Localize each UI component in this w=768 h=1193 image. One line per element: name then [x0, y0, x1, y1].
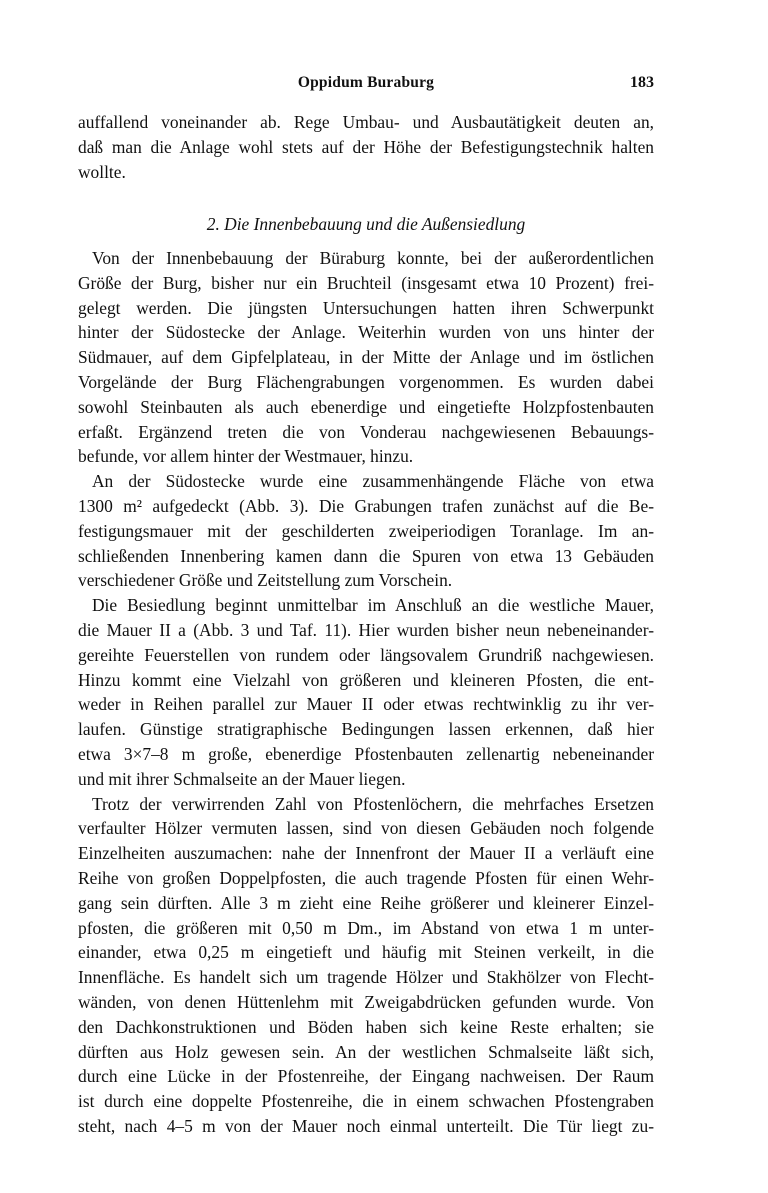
paragraph — [78, 593, 654, 791]
text-line: Von der Innenbebauung der Büraburg konnte, bei der außerordentlichen — [92, 248, 654, 268]
text-line: Reihe von großen Doppelpfosten, die auch tragende Pfosten für einen Wehr- — [78, 867, 654, 888]
page-number: 183 — [630, 74, 654, 91]
text-line: ist durch eine doppelte Pfostenreihe, die in einem schwachen Pfostengraben — [78, 1091, 654, 1112]
text-line: Hinzu kommt eine Vielzahl von größeren und kleineren Pfosten, die ent- — [78, 669, 654, 690]
paragraph — [78, 792, 654, 1139]
text-line: die Mauer II a (Abb. 3 und Taf. 11). Hier wurden bisher neun nebeneinander- — [78, 619, 654, 640]
text-line: pfosten, die größeren mit 0,50 m Dm., im Abstand von etwa 1 m unter- — [78, 917, 654, 938]
text-line: einander, etwa 0,25 m eingetieft und häufig mit Steinen verkeilt, in die — [78, 942, 654, 963]
text-line: steht, nach 4–5 m von der Mauer noch einmal unterteilt. Die Tür liegt zu- — [78, 1115, 654, 1136]
text-line: hinter der Südostecke der Anlage. Weiterhin wurden von uns hinter der — [78, 322, 654, 343]
text-line: weder in Reihen parallel zur Mauer II oder etwas rechtwinklig zu ihr ver- — [78, 694, 654, 715]
text-line: dürften aus Holz gewesen sein. An der westlichen Schmalseite läßt sich, — [78, 1041, 654, 1062]
text-line: Einzelheiten auszumachen: nahe der Innenfront der Mauer II a verläuft eine — [78, 843, 654, 864]
text-line: Vorgelände der Burg Flächengrabungen vorgenommen. Es wurden dabei — [78, 371, 654, 392]
paragraph — [78, 246, 654, 469]
text-line: sowohl Steinbauten als auch ebenerdige und eingetiefte Holzpfostenbauten — [78, 396, 654, 417]
text-line: etwa 3×7–8 m große, ebenerdige Pfostenbauten zellenartig nebeneinander — [78, 743, 654, 764]
paragraph — [78, 469, 654, 593]
text-line: den Dachkonstruktionen und Böden haben sich keine Reste erhalten; sie — [78, 1016, 654, 1037]
text-line: gelegt werden. Die jüngsten Untersuchungen hatten ihren Schwerpunkt — [78, 297, 654, 318]
text-line: An der Südostecke wurde eine zusammenhängende Fläche von etwa — [92, 471, 654, 492]
text-line: schließenden Innenbering kamen dann die Spuren von etwa 13 Gebäuden — [78, 545, 654, 566]
text-line: laufen. Günstige stratigraphische Bedingungen lassen erkennen, daß hier — [78, 719, 654, 740]
text-line: gang sein dürften. Alle 3 m zieht eine Reihe größerer und kleinerer Einzel- — [78, 892, 654, 913]
running-title: Oppidum Buraburg — [297, 74, 435, 91]
text-line: Trotz der verwirrenden Zahl von Pfostenlöchern, die mehrfaches Ersetzen — [92, 793, 654, 814]
text-line: Innenfläche. Es handelt sich um tragende Hölzer und Stakhölzer von Flecht- — [78, 967, 654, 988]
text-line: Südmauer, auf dem Gipfelplateau, in der Mitte der Anlage und im östlichen — [78, 347, 654, 368]
text-line: wollte. — [78, 161, 126, 182]
text-line: erfaßt. Ergänzend treten die von Vonderau nachgewiesenen Bebauungs- — [78, 421, 654, 442]
body-text — [78, 246, 654, 1139]
text-line: gereihte Feuerstellen von rundem oder längsovalem Grundriß nachgewiesen. — [78, 644, 654, 665]
text-line: 1300 m² aufgedeckt (Abb. 3). Die Grabungen trafen zunächst auf die Be- — [78, 495, 654, 516]
text-line: daß man die Anlage wohl stets auf der Höhe der Befestigungstechnik halten — [78, 136, 654, 157]
text-line: durch eine Lücke in der Pfostenreihe, der Eingang nachweisen. Der Raum — [78, 1066, 654, 1087]
text-line: verschiedener Größe und Zeitstellung zum Vorschein. — [78, 570, 453, 591]
text-line: auffallend voneinander ab. Rege Umbau- und Ausbautätigkeit deuten an, — [78, 112, 654, 132]
text-line: Größe der Burg, bisher nur ein Bruchteil (insgesamt etwa 10 Prozent) frei- — [78, 272, 654, 293]
intro-text — [78, 110, 654, 184]
section-heading: 2. Die Innenbebauung und die Außensiedlung — [206, 214, 526, 234]
text-line: befunde, vor allem hinter der Westmauer, hinzu. — [78, 446, 414, 467]
text-line: festigungsmauer mit der geschilderten zweiperiodigen Toranlage. Im an- — [78, 520, 654, 541]
text-line: verfaulter Hölzer vermuten lassen, sind von diesen Gebäuden noch folgende — [78, 818, 654, 839]
text-line: wänden, von denen Hüttenlehm mit Zweigabdrücken gefunden wurde. Von — [78, 991, 654, 1012]
text-line: Die Besiedlung beginnt unmittelbar im Anschluß an die westliche Mauer, — [92, 595, 654, 616]
text-line: und mit ihrer Schmalseite an der Mauer liegen. — [78, 768, 406, 789]
page-header — [78, 74, 654, 98]
